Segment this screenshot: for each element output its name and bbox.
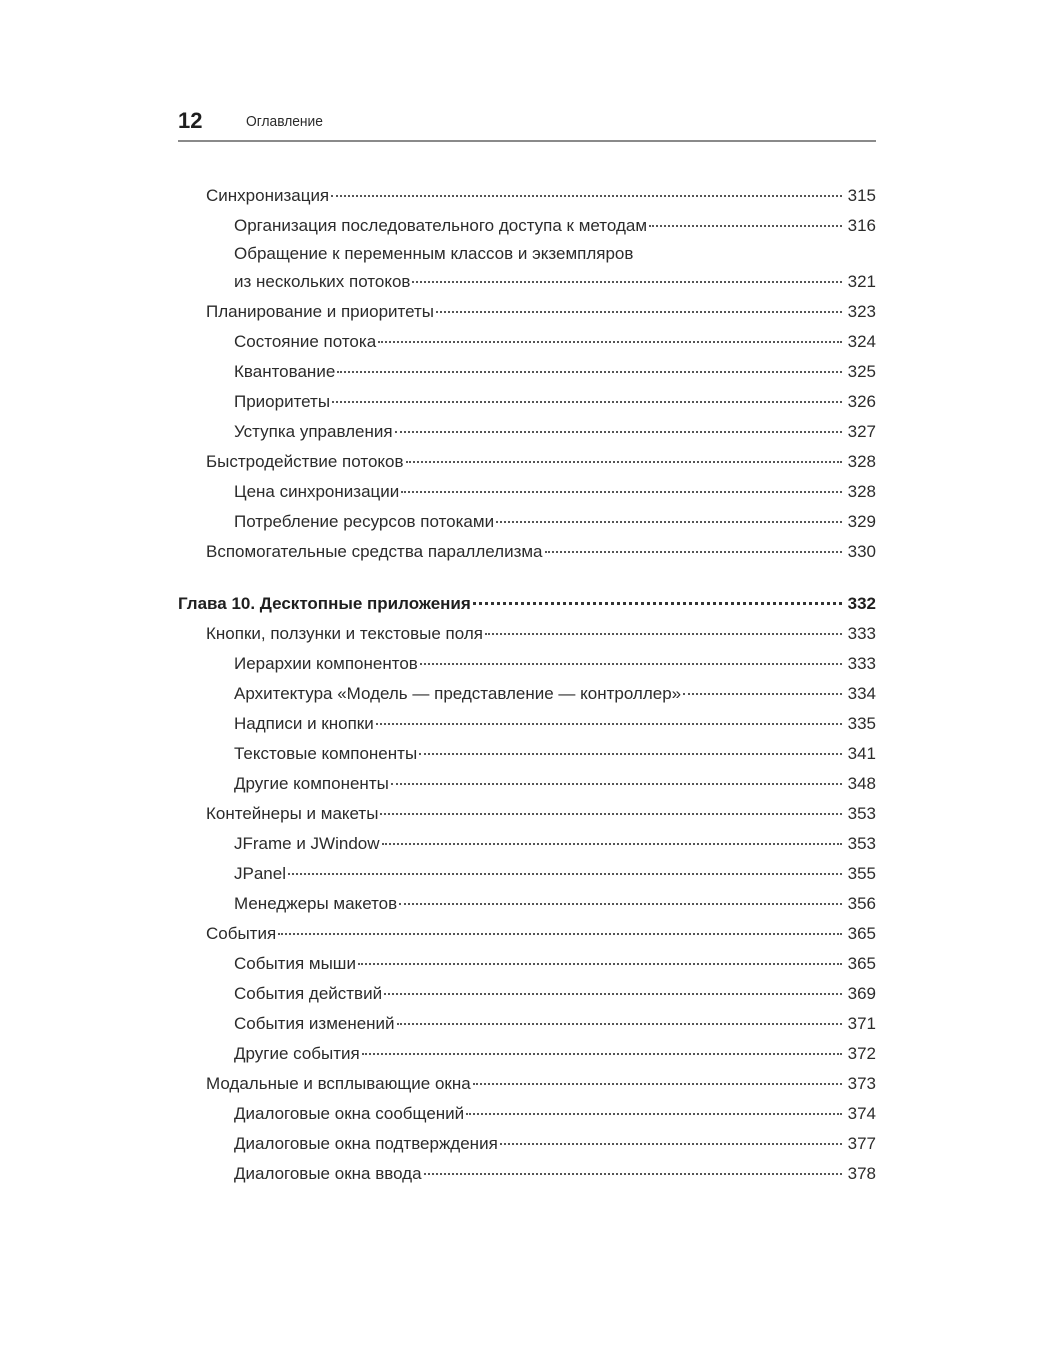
dot-leader (436, 311, 842, 313)
toc-page-number: 333 (847, 654, 876, 673)
toc-entry (178, 859, 876, 889)
dot-leader (397, 1023, 842, 1025)
toc-entry-title: Диалоговые окна подтверждения (234, 1134, 498, 1153)
toc-entry-title: Другие компоненты (234, 774, 389, 793)
toc-entry-title: Цена синхронизации (234, 482, 400, 501)
toc-entry (178, 297, 876, 327)
toc-entry (178, 1099, 876, 1129)
dot-leader (358, 963, 842, 965)
dot-leader (278, 933, 842, 935)
toc-entry (178, 649, 876, 679)
toc-entry-title: События мыши (234, 954, 356, 973)
toc-entry (178, 477, 876, 507)
toc-chapter-entry (178, 589, 876, 619)
dot-leader (288, 873, 842, 875)
toc-entry-title: Диалоговые окна ввода (234, 1164, 422, 1183)
toc-page-number: 371 (847, 1014, 876, 1033)
toc-entry-title: Кнопки, ползунки и текстовые поля (206, 624, 483, 643)
toc-entry (178, 211, 876, 241)
toc-entry (178, 979, 876, 1009)
toc-entry (178, 181, 876, 211)
toc-entry (178, 357, 876, 387)
toc-entry-title-cont: из нескольких потоков (234, 272, 411, 291)
toc-page-number: 355 (847, 864, 876, 883)
toc-entry (178, 1039, 876, 1069)
toc-entry-title: События изменений (234, 1014, 395, 1033)
dot-leader (412, 281, 842, 283)
toc-entry-title: Уступка управления (234, 422, 393, 441)
table-of-contents (178, 181, 876, 1189)
toc-entry-title: Синхронизация (206, 186, 330, 205)
toc-entry-title: Архитектура «Модель — представление — контроллер» (234, 684, 682, 703)
toc-page-number: 327 (847, 422, 876, 441)
toc-entry (178, 919, 876, 949)
toc-entry (178, 1129, 876, 1159)
dot-leader (337, 371, 842, 373)
dot-leader (395, 431, 842, 433)
toc-entry-title: Состояние потока (234, 332, 377, 351)
toc-entry-title: События (206, 924, 277, 943)
toc-entry-title: Глава 10. Десктопные приложения (178, 594, 471, 613)
toc-page-number: 326 (847, 392, 876, 411)
dot-leader (378, 341, 842, 343)
dot-leader (545, 551, 842, 553)
dot-leader (485, 633, 842, 635)
toc-page-number: 373 (847, 1074, 876, 1093)
toc-entry-title: Другие события (234, 1044, 360, 1063)
dot-leader (466, 1113, 842, 1115)
dot-leader (362, 1053, 842, 1055)
dot-leader (384, 993, 842, 995)
toc-entry-title: Текстовые компоненты (234, 744, 418, 763)
toc-page-number: 333 (847, 624, 876, 643)
toc-entry-title: Модальные и всплывающие окна (206, 1074, 471, 1093)
dot-leader (401, 491, 842, 493)
dot-leader (331, 195, 842, 197)
page-number: 12 (178, 108, 203, 133)
toc-page-number: 374 (847, 1104, 876, 1123)
dot-leader (376, 723, 842, 725)
dot-leader (424, 1173, 842, 1175)
toc-page-number: 377 (847, 1134, 876, 1153)
dot-leader (473, 1083, 842, 1085)
toc-page-number: 330 (847, 542, 876, 561)
dot-leader (382, 843, 842, 845)
toc-page-number: 353 (847, 834, 876, 853)
toc-entry (178, 679, 876, 709)
toc-entry-title: Надписи и кнопки (234, 714, 374, 733)
toc-entry-title: Контейнеры и макеты (206, 804, 379, 823)
toc-page-number: 334 (847, 684, 876, 703)
dot-leader (683, 693, 842, 695)
toc-entry (178, 1159, 876, 1189)
toc-entry (178, 537, 876, 567)
toc-entry-title: Диалоговые окна сообщений (234, 1104, 465, 1123)
toc-page-number: 325 (847, 362, 876, 381)
toc-entry (178, 1069, 876, 1099)
dot-leader (380, 813, 842, 815)
toc-entry (178, 799, 876, 829)
toc-entry-title: Иерархии компонентов (234, 654, 418, 673)
toc-entry (178, 889, 876, 919)
dot-leader (406, 461, 842, 463)
toc-entry-title: Квантование (234, 362, 336, 381)
running-title: Оглавление (246, 113, 323, 130)
toc-page-number: 365 (847, 924, 876, 943)
toc-page-number: 328 (847, 482, 876, 501)
toc-page-number: 353 (847, 804, 876, 823)
toc-page-number: 321 (847, 272, 876, 291)
toc-page-number: 332 (847, 594, 876, 613)
toc-entry-title: Приоритеты (234, 392, 331, 411)
toc-entry (178, 241, 876, 297)
toc-page-number: 378 (847, 1164, 876, 1183)
dot-leader (420, 663, 842, 665)
toc-page-number: 348 (847, 774, 876, 793)
toc-entry-title: Вспомогательные средства параллелизма (206, 542, 543, 561)
toc-page-number: 335 (847, 714, 876, 733)
toc-entry-line (234, 267, 876, 297)
toc-page-number: 323 (847, 302, 876, 321)
toc-entry (178, 769, 876, 799)
toc-entry-title: Менеджеры макетов (234, 894, 398, 913)
toc-entry-title: События действий (234, 984, 383, 1003)
toc-entry (178, 949, 876, 979)
toc-entry (178, 709, 876, 739)
dot-leader (332, 401, 842, 403)
toc-page-number: 341 (847, 744, 876, 763)
toc-entry (178, 507, 876, 537)
toc-entry (178, 1009, 876, 1039)
toc-entry (178, 387, 876, 417)
dot-leader (419, 753, 842, 755)
dot-leader (473, 602, 842, 605)
toc-entry-title: Организация последовательного доступа к методам (234, 216, 648, 235)
header-rule (178, 140, 876, 142)
toc-page-number: 316 (847, 216, 876, 235)
toc-entry (178, 447, 876, 477)
toc-page-number: 369 (847, 984, 876, 1003)
dot-leader (399, 903, 842, 905)
toc-page-number: 324 (847, 332, 876, 351)
toc-entry (178, 829, 876, 859)
toc-page-number: 328 (847, 452, 876, 471)
toc-entry-title: Быстродействие потоков (206, 452, 404, 471)
toc-page-number: 329 (847, 512, 876, 531)
toc-entry (178, 739, 876, 769)
dot-leader (391, 783, 842, 785)
dot-leader (496, 521, 842, 523)
toc-entry-title: Потребление ресурсов потоками (234, 512, 495, 531)
toc-entry (178, 327, 876, 357)
dot-leader (649, 225, 842, 227)
toc-entry (178, 417, 876, 447)
toc-entry-title: Обращение к переменным классов и экземпляров (234, 244, 634, 263)
toc-page-number: 356 (847, 894, 876, 913)
toc-page-number: 372 (847, 1044, 876, 1063)
dot-leader (500, 1143, 842, 1145)
toc-page-number: 365 (847, 954, 876, 973)
toc-entry-title: JFrame и JWindow (234, 834, 380, 853)
toc-entry-title: Планирование и приоритеты (206, 302, 435, 321)
toc-entry (178, 619, 876, 649)
toc-page-number: 315 (847, 186, 876, 205)
toc-entry-title: JPanel (234, 864, 286, 883)
